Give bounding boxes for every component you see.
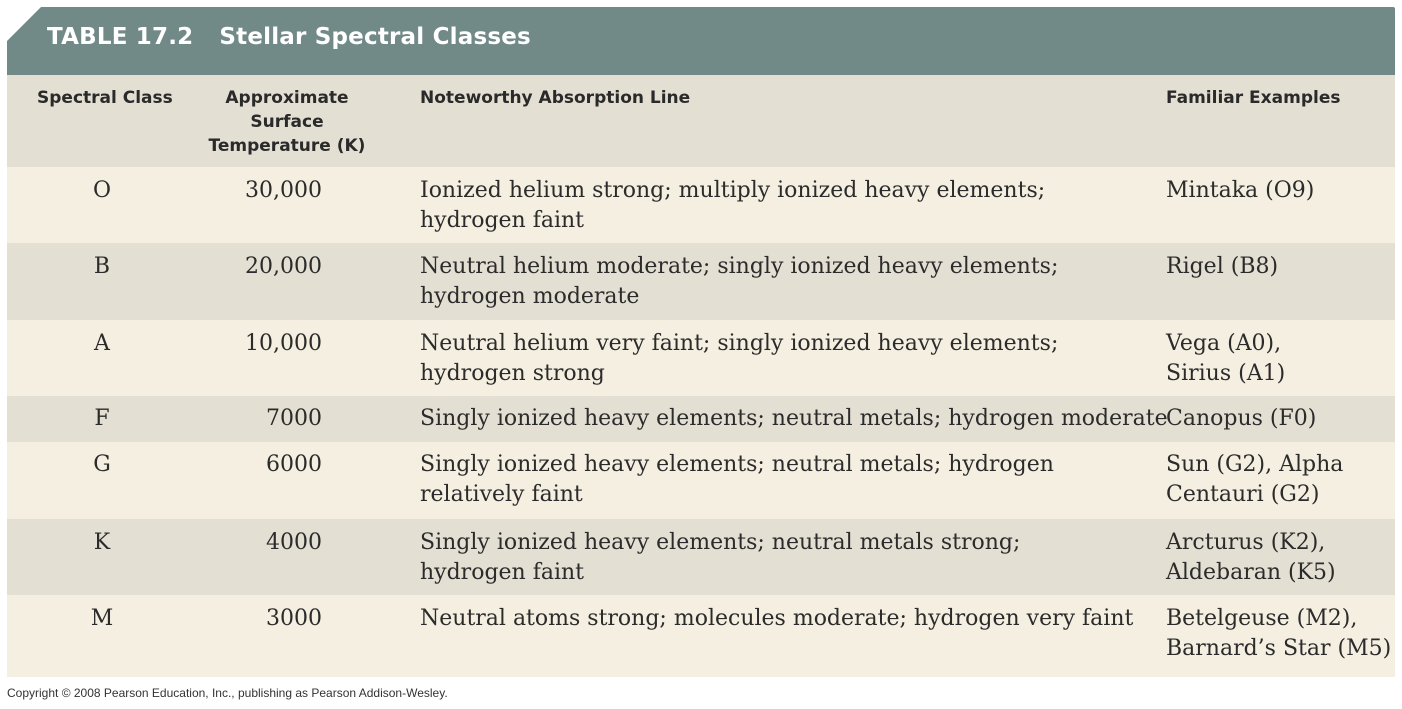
absorption-line-1: Singly ionized heavy elements; neutral metals; hydrogen	[420, 452, 1054, 477]
cell-temperature: 6000	[266, 452, 322, 477]
cell-temperature: 30,000	[245, 178, 322, 203]
cell-examples	[1166, 450, 1343, 510]
table-row	[7, 519, 1395, 595]
cell-spectral-class: M	[90, 606, 114, 631]
example-line-1: Rigel (B8)	[1166, 254, 1279, 279]
absorption-line-1: Singly ionized heavy elements; neutral metals; hydrogen moderate	[420, 406, 1168, 431]
cell-absorption-line	[420, 450, 1054, 510]
table-title	[47, 24, 531, 50]
cell-spectral-class: F	[94, 406, 110, 431]
header-absorption-line: Noteworthy Absorption Line	[420, 88, 691, 108]
example-line-2: Centauri (G2)	[1166, 482, 1320, 507]
cell-spectral-class: K	[93, 530, 111, 555]
cell-absorption-line	[420, 252, 1058, 312]
cell-temperature: 3000	[266, 606, 322, 631]
cell-examples	[1166, 528, 1336, 588]
corner-notch	[7, 7, 41, 41]
absorption-line-2: hydrogen faint	[420, 208, 585, 233]
example-line-1: Mintaka (O9)	[1166, 178, 1315, 203]
example-line-1: Arcturus (K2),	[1166, 530, 1326, 555]
example-line-1: Vega (A0),	[1166, 331, 1282, 356]
absorption-line-1: Neutral helium very faint; singly ionized heavy elements;	[420, 331, 1059, 356]
cell-absorption-line	[420, 176, 1045, 236]
table-row	[7, 167, 1395, 243]
cell-examples	[1166, 252, 1278, 282]
cell-absorption-line	[420, 329, 1058, 389]
absorption-line-1: Neutral atoms strong; molecules moderate; hydrogen very faint	[420, 606, 1134, 631]
cell-examples	[1166, 604, 1391, 664]
cell-absorption-line	[420, 604, 1133, 634]
cell-temperature: 4000	[266, 530, 322, 555]
table-frame	[7, 7, 1395, 677]
table-number: TABLE 17.2	[47, 24, 194, 50]
example-line-1: Canopus (F0)	[1166, 406, 1317, 431]
copyright-notice: Copyright © 2008 Pearson Education, Inc., publishing as Pearson Addison-Wesley.	[7, 686, 448, 700]
header-examples: Familiar Examples	[1166, 88, 1341, 108]
table-title-bar	[7, 7, 1395, 75]
cell-temperature: 7000	[266, 406, 322, 431]
table-row	[7, 243, 1395, 320]
cell-spectral-class: A	[94, 331, 110, 356]
cell-spectral-class: O	[92, 178, 112, 203]
header-temperature-line-1: Approximate	[225, 88, 349, 108]
example-line-1: Sun (G2), Alpha	[1166, 452, 1344, 477]
absorption-line-2: hydrogen strong	[420, 361, 605, 386]
table-row	[7, 595, 1395, 677]
example-line-1: Betelgeuse (M2),	[1166, 606, 1358, 631]
table-row	[7, 320, 1395, 396]
table-title-text: Stellar Spectral Classes	[219, 24, 531, 50]
cell-examples	[1166, 404, 1316, 434]
cell-spectral-class: G	[93, 452, 111, 477]
absorption-line-2: hydrogen moderate	[420, 284, 640, 309]
header-spectral-class: Spectral Class	[37, 88, 173, 108]
cell-absorption-line	[420, 404, 1168, 434]
absorption-line-1: Singly ionized heavy elements; neutral metals strong;	[420, 530, 1021, 555]
cell-spectral-class: B	[93, 254, 111, 279]
example-line-2: Aldebaran (K5)	[1166, 560, 1336, 585]
cell-temperature: 20,000	[245, 254, 322, 279]
absorption-line-1: Neutral helium moderate; singly ionized heavy elements;	[420, 254, 1059, 279]
table-row	[7, 396, 1395, 442]
header-temperature-line-2: Surface	[250, 112, 324, 132]
header-temperature-line-3: Temperature (K)	[208, 136, 366, 156]
example-line-2: Barnard’s Star (M5)	[1166, 636, 1392, 661]
absorption-line-2: relatively faint	[420, 482, 583, 507]
cell-examples	[1166, 176, 1314, 206]
absorption-line-1: Ionized helium strong; multiply ionized heavy elements;	[420, 178, 1046, 203]
cell-examples	[1166, 329, 1285, 389]
example-line-2: Sirius (A1)	[1166, 361, 1286, 386]
header-row	[7, 75, 1395, 167]
cell-temperature: 10,000	[245, 331, 322, 356]
table-row	[7, 442, 1395, 519]
absorption-line-2: hydrogen faint	[420, 560, 585, 585]
header-temperature	[207, 86, 367, 158]
cell-absorption-line	[420, 528, 1020, 588]
